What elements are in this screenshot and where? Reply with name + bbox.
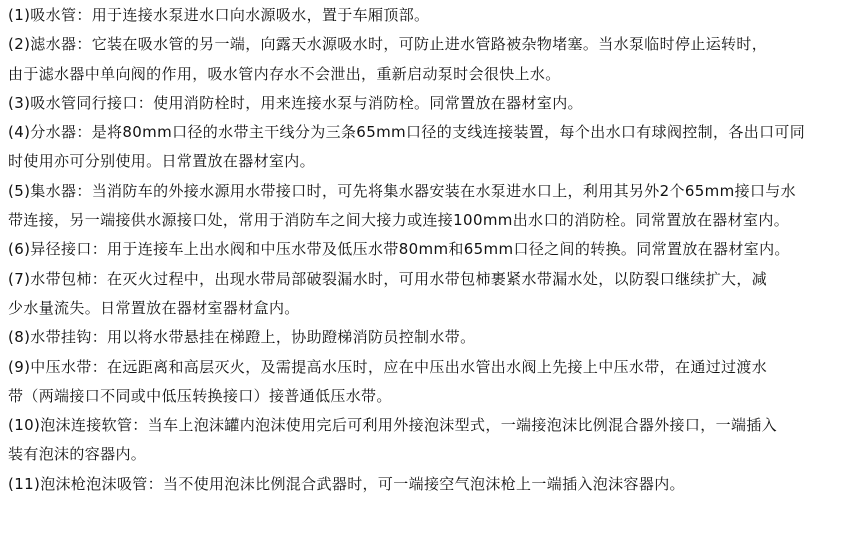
text-line-7: (5)集水器：当消防车的外接水源用水带接口时，可先将集水器安装在水泵进水口上，利用其另外2个65mm接口与水 xyxy=(8,181,797,200)
text-line-9: (6)异径接口：用于连接车上出水阀和中压水带及低压水带80mm和65mm口径之间的转换。同常置放在器材室内。 xyxy=(8,240,790,259)
text-line-13: (9)中压水带：在远距离和高层灭火，及需提高水压时，应在中压出水管出水阀上先接上中压水带，在通过过渡水 xyxy=(8,357,768,376)
text-line-1: (1)吸水管：用于连接水泵进水口向水源吸水，置于车厢顶部。 xyxy=(8,6,430,24)
text-line-5: (4)分水器：是将80mm口径的水带主干线分为三条65mm口径的支线连接装置，每个出水口有球阀控制，各出口可同 xyxy=(8,123,806,142)
text-line-16: 装有泡沫的容器内。 xyxy=(8,445,147,464)
document-body xyxy=(8,1,844,499)
text-line-11: 少水量流失。日常置放在器材室器材盒内。 xyxy=(8,298,300,317)
text-line-6: 时使用亦可分别使用。日常置放在器材室内。 xyxy=(8,152,316,171)
text-line-10: (7)水带包柿：在灭火过程中，出现水带局部破裂漏水时，可用水带包柿裹紧水带漏水处，以防裂口继续扩大，减 xyxy=(8,269,768,288)
text-line-2: (2)滤水器：它装在吸水管的另一端，向露天水源吸水时，可防止进水管路被杂物堵塞。当水泵临时停止运转时， xyxy=(8,35,768,54)
text-line-14: 带（两端接口不同或中低压转换接口）接普通低压水带。 xyxy=(8,386,392,405)
text-line-12: (8)水带挂钩：用以将水带悬挂在梯蹬上，协助蹬梯消防员控制水带。 xyxy=(8,328,476,347)
text-line-17: (11)泡沫枪泡沫吸管：当不使用泡沫比例混合武器时，可一端接空气泡沫枪上一端插入泡沫容器内。 xyxy=(8,474,685,493)
text-line-4: (3)吸水管同行接口：使用消防栓时，用来连接水泵与消防栓。同常置放在器材室内。 xyxy=(8,93,583,112)
text-line-15: (10)泡沫连接软管：当车上泡沫罐内泡沫使用完后可利用外接泡沫型式，一端接泡沫比例混合器外接口，一端插入 xyxy=(8,416,777,435)
text-line-8: 带连接，另一端接供水源接口处，常用于消防车之间大接力或连接100mm出水口的消防栓。同常置放在器材室内。 xyxy=(8,211,790,230)
text-line-3: 由于滤水器中单向阀的作用，吸水管内存水不会泄出，重新启动泵时会很快上水。 xyxy=(8,64,561,83)
